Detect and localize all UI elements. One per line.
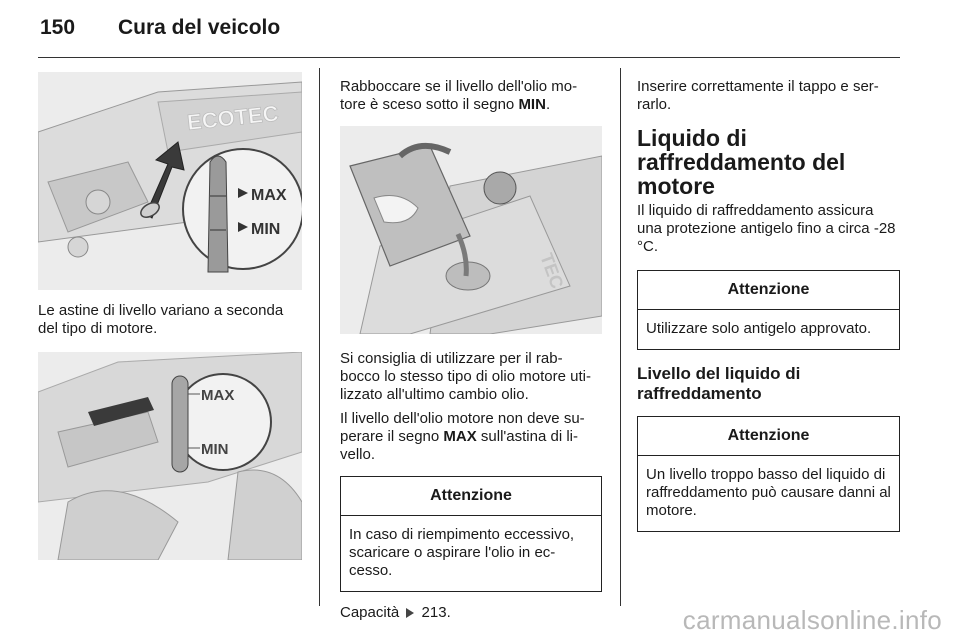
warning-box-overfill [340, 476, 602, 592]
column-1 [38, 72, 302, 560]
column-divider-2 [620, 68, 621, 606]
coolant-description: Il liquido di raffreddamento assicura una protezione antigelo fino a circa -28 °C. [637, 202, 896, 255]
cap-instruction: Inserire correttamente il tappo e ser-rarlo. [637, 78, 879, 113]
min-mark-label-2: MIN [201, 441, 229, 458]
caption-dipsticks: Le astine di livello variano a seconda del tipo di motore. [38, 302, 284, 337]
page-ref-icon [406, 608, 414, 618]
engine-dipstick-image-2 [38, 352, 302, 560]
max-mark-label-2: MAX [201, 387, 235, 404]
section-heading-coolant: Liquido di raffreddamento del motore [637, 125, 846, 199]
warning-box-low-level [637, 416, 900, 532]
min-mark: MIN [518, 96, 546, 113]
topup-instruction: Rabboccare se il livello dell'olio mo-tore è sceso sotto il segno MIN. [340, 78, 578, 113]
engine-dipstick-image [38, 72, 302, 290]
column-divider-1 [319, 68, 320, 606]
warning-title: Attenzione [638, 417, 899, 456]
max-level-advice: Il livello dell'olio motore non deve su-perare il segno MAX sull'astina di li-vello. [340, 410, 585, 463]
engine-brand-text: ECOTEC [185, 100, 280, 135]
warning-text: Utilizzare solo antigelo approvato. [646, 320, 872, 337]
warning-box-antifreeze [637, 270, 900, 350]
header-rule [38, 57, 900, 58]
page-title: Cura del veicolo [118, 16, 281, 39]
oil-type-advice: Si consiglia di utilizzare per il rab-bocco lo stesso tipo di olio motore uti-lizzato all'ultimo cambio olio. [340, 350, 591, 403]
warning-text: In caso di riempimento eccessivo, scaricare o aspirare l'olio in ec-cesso. [349, 526, 575, 579]
oil-filling-illustration [340, 126, 602, 334]
oil-filling-image [340, 126, 602, 334]
engine-brand-text-2: TEC [536, 250, 568, 292]
watermark: carmanualsonline.info [682, 605, 942, 635]
page-number: 150 [40, 16, 76, 39]
warning-text: Un livello troppo basso del liquido di raffreddamento può causare danni al motore. [646, 466, 891, 519]
max-mark: MAX [443, 428, 477, 445]
capacity-page-ref[interactable]: 213. [421, 604, 451, 621]
max-mark-label: MAX [251, 187, 287, 204]
column-2 [340, 72, 602, 622]
warning-title: Attenzione [638, 271, 899, 310]
capacity-line: Capacità 213. [340, 604, 451, 621]
column-3 [637, 72, 900, 532]
dipstick-illustration-2 [38, 352, 302, 560]
min-mark-label: MIN [251, 221, 281, 238]
subheading-coolant-level: Livello del liquido di raffreddamento [637, 364, 801, 403]
warning-title: Attenzione [341, 477, 601, 516]
dipstick-illustration-1 [38, 72, 302, 290]
